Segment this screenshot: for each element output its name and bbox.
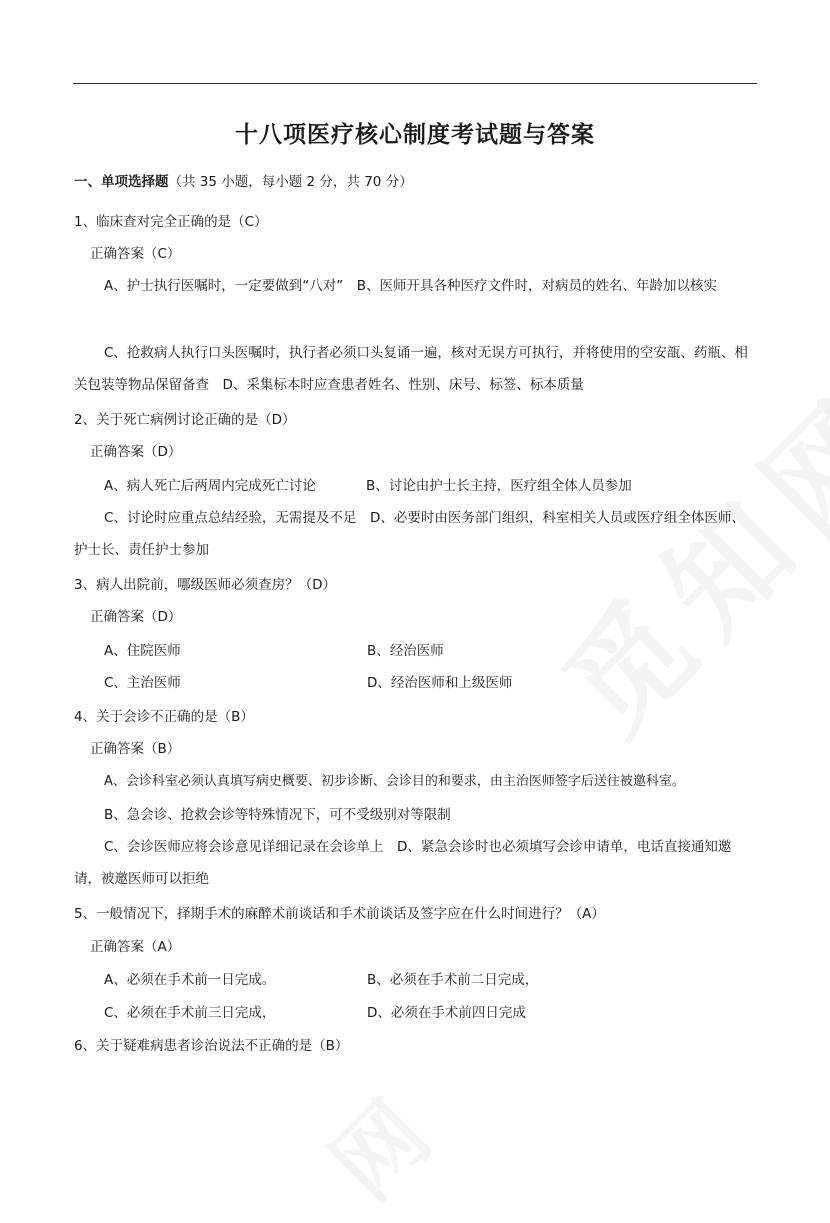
answer-4: 正确答案（B）: [90, 741, 181, 757]
section-heading-label: 一、单项选择题: [74, 174, 169, 190]
question-6: 6、关于疑难病患者诊治说法不正确的是（B）: [74, 1038, 349, 1054]
answer-5: 正确答案（A）: [90, 939, 181, 955]
question-3: 3、病人出院前，哪级医师必须查房？（D）: [74, 577, 336, 593]
option-b: B、讨论由护士长主持，医疗组全体人员参加: [366, 478, 632, 494]
option-a: A、病人死亡后两周内完成死亡讨论: [104, 478, 316, 494]
option-a: A、护士执行医嘱时，一定要做到“八对”: [104, 278, 344, 294]
option-c: C、抢救病人执行口头医嘱时，执行者必须口头复诵一遍，核对无误方可执行，并将使用的空安瓿、药瓶、相关包装等物品保留备查: [74, 345, 748, 393]
question-1: 1、临床查对完全正确的是（C）: [74, 214, 268, 230]
option-b: B、医师开具各种医疗文件时，对病员的姓名、年龄加以核实: [356, 278, 717, 294]
option-c: C、主治医师: [104, 675, 181, 691]
question-2-options-cd: [74, 502, 758, 566]
option-c: C、讨论时应重点总结经验，无需提及不足: [104, 510, 357, 526]
option-a: A、会诊科室必须认真填写病史概要、初步诊断、会诊目的和要求，由主治医师签字后送往被邀科室。: [104, 774, 685, 789]
question-1-options-cd: [74, 337, 758, 401]
question-1-options-ab: [74, 270, 758, 302]
answer-1: 正确答案（C）: [90, 246, 181, 262]
question-2: 2、关于死亡病例讨论正确的是（D）: [74, 412, 296, 428]
option-b: B、必须在手术前二日完成，: [367, 972, 539, 988]
option-a: A、住院医师: [104, 643, 181, 659]
answer-2: 正确答案（D）: [90, 444, 182, 460]
section-note: （共 35 小题，每小题 2 分，共 70 分）: [168, 174, 413, 190]
question-5: 5、一般情况下，择期手术的麻醉术前谈话和手术前谈话及签字应在什么时间进行？（A）: [74, 906, 605, 922]
option-c: C、必须在手术前三日完成，: [104, 1005, 276, 1021]
option-b: B、急会诊、抢救会诊等特殊情况下，可不受级别对等限制: [104, 807, 451, 823]
option-d: D、必须在手术前四日完成: [367, 1005, 526, 1021]
option-d: D、必要时由医务部门组织，科室相关人员或医疗组全体医师、护士长、责任护士参加: [74, 510, 745, 558]
option-a: A、必须在手术前一日完成。: [104, 972, 276, 988]
question-4: 4、关于会诊不正确的是（B）: [74, 709, 254, 725]
header-rule: [73, 83, 757, 84]
option-d: D、采集标本时应查患者姓名、性别、床号、标签、标本质量: [222, 377, 584, 393]
option-c: C、会诊医师应将会诊意见详细记录在会诊单上: [104, 839, 384, 855]
question-4-options-cd: [74, 831, 758, 895]
option-b: B、经治医师: [367, 643, 444, 659]
watermark-lower: [297, 1067, 453, 1223]
option-d: D、经治医师和上级医师: [367, 675, 513, 691]
section-heading: [74, 173, 413, 191]
answer-3: 正确答案（D）: [90, 609, 182, 625]
page-title: 十八项医疗核心制度考试题与答案: [235, 122, 595, 148]
option-d: D、紧急会诊时也必须填写会诊申请单，电话直接通知邀请，被邀医师可以拒绝: [74, 839, 732, 887]
